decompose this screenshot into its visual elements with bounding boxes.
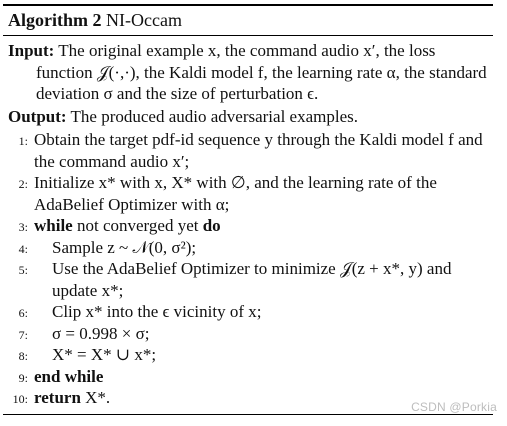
algorithm-label: Algorithm 2: [8, 10, 102, 30]
algorithm-step: [0, 172, 494, 215]
step-number: 7:: [18, 327, 28, 342]
algorithm-step: [0, 237, 494, 259]
step-text: Use the AdaBelief Optimizer to minimize 𝒥(z + x*, y) and update x*;: [52, 259, 452, 300]
step-number: 10:: [12, 392, 28, 406]
keyword-end-while: end while: [34, 366, 104, 386]
bottom-rule: [3, 414, 493, 415]
algorithm-step: [0, 129, 494, 172]
algorithm-step: [0, 344, 494, 366]
algorithm-name: NI-Occam: [106, 10, 182, 30]
step-number: 8:: [18, 349, 28, 363]
input-line: [8, 40, 492, 105]
step-text: Initialize x* with x, X* with ∅, and the learning rate of the AdaBelief Optimizer with α;: [34, 173, 437, 214]
return-value: X*.: [80, 388, 111, 407]
keyword-return: return: [34, 388, 81, 407]
step-number: 1:: [18, 134, 28, 148]
algorithm-step: [0, 301, 494, 323]
step-text: Obtain the target pdf-id sequence y through the Kaldi model f and the command audio x′;: [34, 130, 483, 171]
step-number: 6:: [18, 306, 28, 320]
step-text: [34, 215, 494, 237]
step-number: 4:: [18, 241, 28, 256]
output-text: The produced audio adversarial examples.: [70, 107, 358, 126]
step-number: 9:: [18, 370, 28, 385]
keyword-do: do: [202, 216, 221, 235]
algorithm-step: [0, 215, 494, 237]
step-text: Sample z ~ 𝒩(0, σ²);: [52, 237, 197, 257]
step-text: [34, 366, 494, 388]
step-text: Clip x* into the ϵ vicinity of x;: [52, 302, 262, 321]
output-block: [8, 106, 492, 128]
keyword-while: while: [34, 216, 73, 235]
watermark: CSDN @Porkia: [411, 400, 497, 414]
input-label: Input:: [8, 41, 55, 60]
algorithm-step: [0, 366, 494, 388]
algorithm-step: [0, 323, 494, 345]
title-rule: [3, 35, 493, 36]
step-text: X* = X* ∪ x*;: [52, 345, 157, 364]
step-number: 3:: [18, 220, 28, 234]
top-rule: [3, 4, 493, 6]
step-condition: not converged yet: [72, 216, 203, 235]
algorithm-step: [0, 258, 494, 301]
algorithm-title: [8, 8, 182, 32]
output-line: [8, 106, 492, 128]
step-text: σ = 0.998 × σ;: [52, 323, 150, 343]
step-number: 2:: [18, 177, 28, 191]
algorithm-steps: [0, 129, 494, 409]
input-block: [8, 40, 492, 105]
input-text: The original example x, the command audio x′, the loss function 𝒥(·,·), the Kaldi model f, the learning rate α, the standard deviation σ and the size of perturbation ϵ.: [36, 41, 487, 103]
step-number: 5:: [18, 263, 28, 277]
output-label: Output:: [8, 107, 67, 126]
